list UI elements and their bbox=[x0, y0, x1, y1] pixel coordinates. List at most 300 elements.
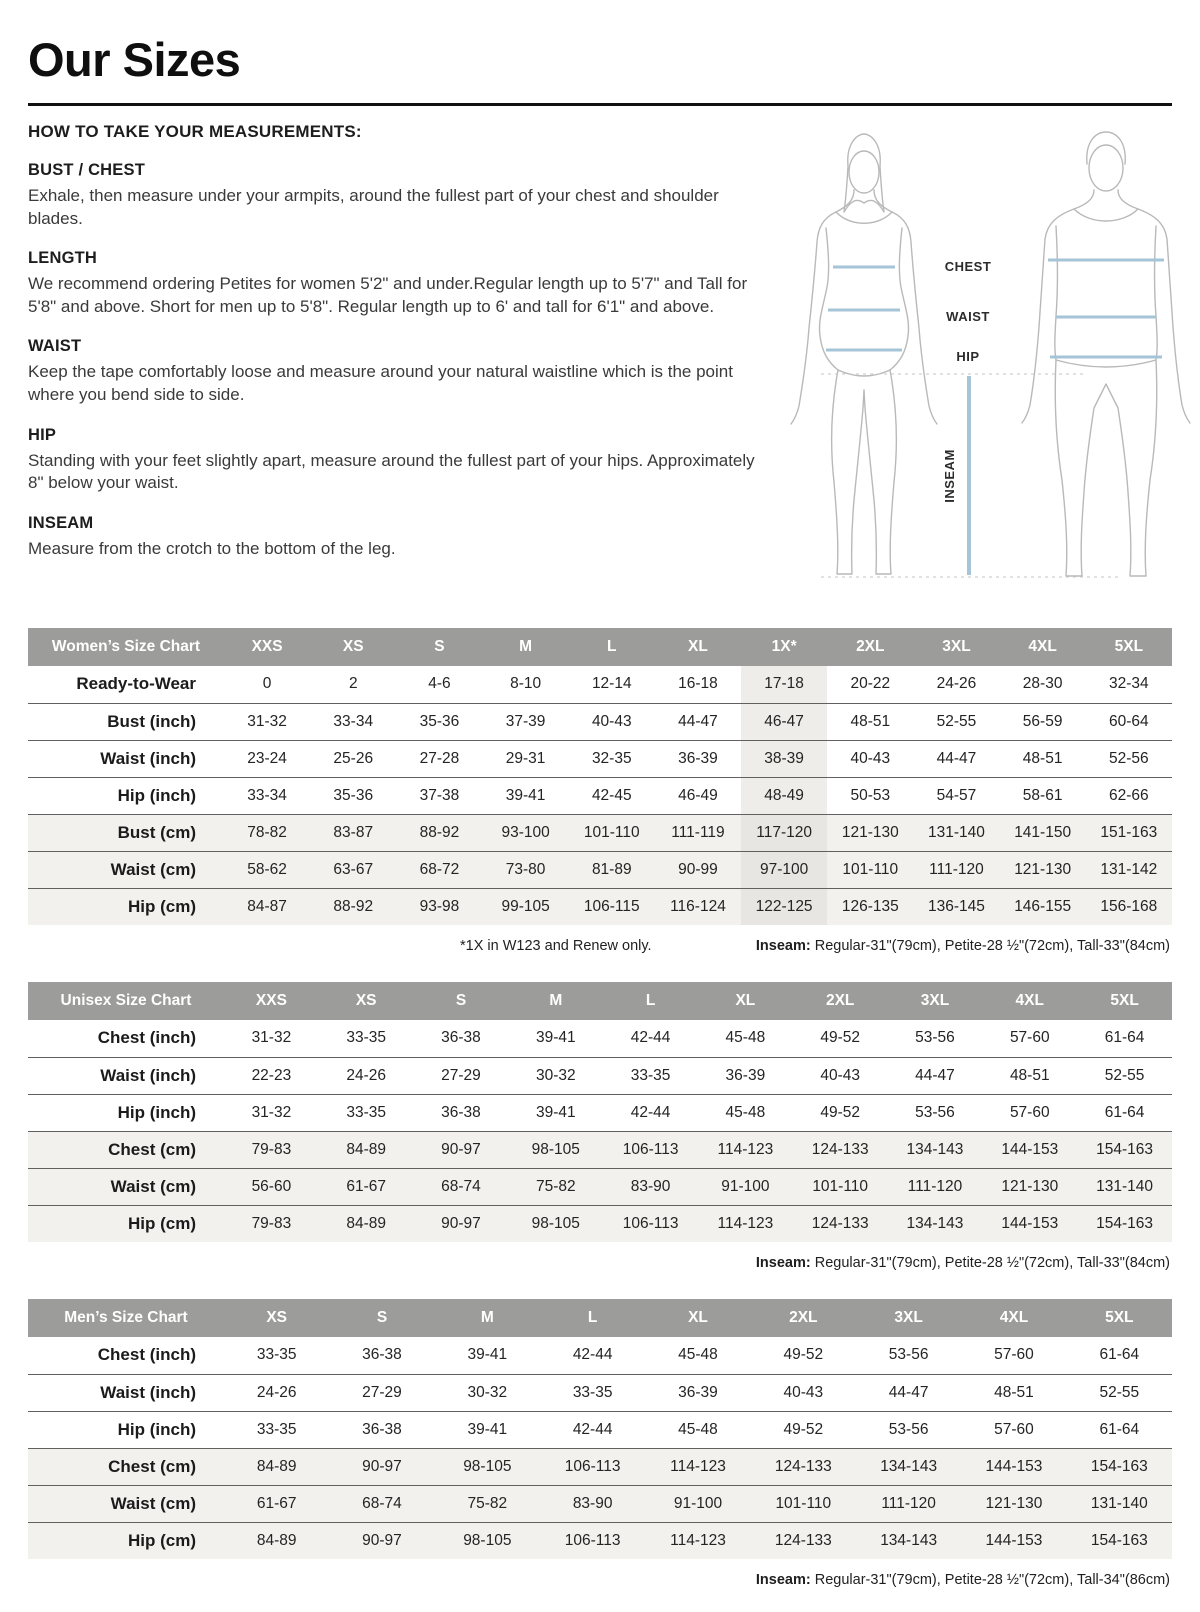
size-cell: 62-66 bbox=[1109, 786, 1149, 804]
row-label: Ready-to-Wear bbox=[76, 674, 196, 694]
size-cell: 33-35 bbox=[346, 1029, 387, 1047]
mens-size-chart bbox=[28, 1299, 1172, 1604]
size-cell: 88-92 bbox=[419, 823, 460, 841]
unisex-table-grid bbox=[28, 982, 1172, 1242]
unisex-inseam-note bbox=[756, 1255, 1170, 1271]
size-cell: 61-67 bbox=[256, 1494, 297, 1512]
size-cell: 121-130 bbox=[841, 823, 899, 841]
row-label: Bust (inch) bbox=[107, 711, 196, 731]
size-cell: 52-56 bbox=[1109, 749, 1149, 767]
size-cell: 36-39 bbox=[678, 749, 718, 767]
table-title: Women’s Size Chart bbox=[28, 628, 224, 666]
section-inseam bbox=[28, 514, 756, 561]
size-cell: 61-64 bbox=[1104, 1103, 1145, 1121]
size-cell: 111-120 bbox=[907, 1177, 963, 1195]
unisex-size-chart bbox=[28, 982, 1172, 1287]
measurement-lines bbox=[821, 260, 1164, 577]
size-cell: 124-133 bbox=[811, 1140, 869, 1158]
size-cell: 31-32 bbox=[251, 1029, 292, 1047]
size-cell: 78-82 bbox=[247, 823, 287, 841]
unisex-chart-notes bbox=[28, 1242, 1172, 1287]
row-label: Hip (inch) bbox=[117, 1419, 196, 1439]
size-cell: 90-97 bbox=[441, 1214, 481, 1232]
size-cell: 97-100 bbox=[741, 851, 827, 888]
size-cell: 106-113 bbox=[564, 1531, 621, 1549]
size-cell: 48-51 bbox=[1022, 749, 1063, 767]
size-cell: 57-60 bbox=[994, 1346, 1034, 1364]
size-cell: 48-51 bbox=[1009, 1066, 1050, 1084]
size-cell: 122-125 bbox=[741, 888, 827, 925]
table-row bbox=[28, 888, 1172, 925]
size-cell: 61-67 bbox=[346, 1177, 387, 1195]
size-column-header: M bbox=[483, 628, 569, 666]
row-label: Waist (inch) bbox=[100, 748, 196, 768]
section-text: Exhale, then measure under your armpits, around the fullest part of your chest and shoulder blades. bbox=[28, 186, 719, 228]
size-column-header: XS bbox=[224, 1299, 329, 1337]
size-cell: 156-168 bbox=[1100, 897, 1158, 915]
male-figure-outline bbox=[1022, 132, 1190, 576]
size-column-header: 2XL bbox=[751, 1299, 856, 1337]
size-column-header: 3XL bbox=[888, 982, 983, 1020]
size-cell: 44-47 bbox=[678, 712, 718, 730]
row-label: Hip (inch) bbox=[117, 1102, 196, 1122]
page-title: Our Sizes bbox=[28, 33, 241, 86]
table-row bbox=[28, 1337, 1172, 1374]
size-column-header: 4XL bbox=[961, 1299, 1066, 1337]
size-cell: 91-100 bbox=[721, 1177, 770, 1195]
section-title: BUST / CHEST bbox=[28, 161, 145, 179]
size-column-header: XL bbox=[698, 982, 793, 1020]
inseam-note-text: Regular-31"(79cm), Petite-28 ½"(72cm), Tall-33"(84cm) bbox=[810, 938, 1170, 954]
size-cell: 93-100 bbox=[501, 823, 550, 841]
row-label: Waist (cm) bbox=[110, 1176, 196, 1196]
size-cell: 141-150 bbox=[1014, 823, 1072, 841]
size-cell: 53-56 bbox=[915, 1103, 955, 1121]
size-cell: 83-90 bbox=[630, 1177, 671, 1195]
size-cell: 58-61 bbox=[1022, 786, 1063, 804]
size-cell: 111-119 bbox=[671, 823, 725, 841]
inseam-note-label: Inseam: bbox=[755, 938, 811, 954]
table-row bbox=[28, 666, 1172, 703]
row-label: Waist (cm) bbox=[110, 859, 196, 879]
size-cell: 29-31 bbox=[505, 749, 546, 767]
section-text: Standing with your feet slightly apart, measure around the fullest part of your hips. Approximately 8" below your waist. bbox=[28, 450, 755, 493]
size-cell: 42-44 bbox=[572, 1346, 613, 1364]
size-cell: 46-49 bbox=[678, 786, 718, 804]
size-cell: 144-153 bbox=[985, 1531, 1043, 1549]
table-row bbox=[28, 1522, 1172, 1559]
size-cell: 84-89 bbox=[346, 1140, 387, 1158]
size-cell: 90-97 bbox=[441, 1140, 481, 1158]
size-cell: 116-124 bbox=[670, 897, 726, 915]
size-cell: 32-35 bbox=[591, 749, 632, 767]
table-title: Men’s Size Chart bbox=[28, 1299, 224, 1337]
size-cell: 68-74 bbox=[441, 1177, 481, 1195]
size-cell: 68-74 bbox=[362, 1494, 402, 1512]
size-cell: 134-143 bbox=[906, 1140, 964, 1158]
size-cell: 73-80 bbox=[505, 860, 546, 878]
table-row bbox=[28, 851, 1172, 888]
size-cell: 131-142 bbox=[1100, 860, 1158, 878]
table-row bbox=[28, 814, 1172, 851]
size-cell: 144-153 bbox=[985, 1457, 1043, 1475]
size-column-header: 3XL bbox=[856, 1299, 961, 1337]
size-cell: 90-97 bbox=[362, 1457, 402, 1475]
size-cell: 114-123 bbox=[670, 1457, 726, 1475]
size-cell: 101-110 bbox=[842, 860, 899, 878]
size-cell: 24-26 bbox=[936, 675, 977, 693]
size-column-header: M bbox=[435, 1299, 540, 1337]
table-row bbox=[28, 740, 1172, 777]
mens-inseam-note bbox=[756, 1572, 1170, 1588]
size-column-header: XXS bbox=[224, 982, 319, 1020]
size-cell: 33-35 bbox=[630, 1066, 671, 1084]
size-cell: 106-115 bbox=[583, 897, 640, 915]
inseam-label: INSEAM bbox=[942, 449, 957, 503]
row-label: Chest (inch) bbox=[97, 1345, 196, 1365]
row-label: Chest (cm) bbox=[108, 1456, 196, 1476]
size-cell: 54-57 bbox=[936, 786, 977, 804]
size-cell: 68-72 bbox=[419, 860, 460, 878]
size-cell: 35-36 bbox=[419, 712, 460, 730]
womens-chart-notes bbox=[28, 925, 1172, 970]
table-row bbox=[28, 1020, 1172, 1057]
size-cell: 46-47 bbox=[741, 703, 827, 740]
row-label: Chest (inch) bbox=[97, 1028, 196, 1048]
size-cell: 83-90 bbox=[572, 1494, 613, 1512]
size-cell: 61-64 bbox=[1104, 1029, 1145, 1047]
size-column-header: S bbox=[329, 1299, 434, 1337]
table-row bbox=[28, 703, 1172, 740]
size-cell: 134-143 bbox=[906, 1214, 964, 1232]
size-cell: 39-41 bbox=[505, 786, 546, 804]
men-table-grid bbox=[28, 1299, 1172, 1559]
size-cell: 84-89 bbox=[346, 1214, 387, 1232]
size-cell: 8-10 bbox=[510, 675, 542, 693]
waist-label: WAIST bbox=[946, 309, 990, 324]
size-cell: 53-56 bbox=[888, 1420, 929, 1438]
size-cell: 12-14 bbox=[591, 675, 632, 693]
size-cell: 42-45 bbox=[591, 786, 632, 804]
row-label: Bust (cm) bbox=[117, 822, 196, 842]
inseam-note-label: Inseam: bbox=[755, 1572, 811, 1588]
section-text: Keep the tape comfortably loose and measure around your natural waistline which is the point where you bend side to side. bbox=[28, 362, 733, 405]
size-cell: 131-140 bbox=[928, 823, 985, 841]
section-title: WAIST bbox=[28, 337, 82, 356]
row-label: Waist (cm) bbox=[110, 1493, 196, 1513]
size-cell: 4-6 bbox=[428, 675, 451, 693]
size-cell: 48-49 bbox=[741, 777, 827, 814]
size-column-header: 5XL bbox=[1086, 628, 1172, 666]
size-cell: 126-135 bbox=[841, 897, 899, 915]
size-cell: 28-30 bbox=[1022, 675, 1063, 693]
title-divider bbox=[28, 103, 1172, 106]
size-cell: 56-59 bbox=[1022, 712, 1063, 730]
size-cell: 106-113 bbox=[622, 1214, 679, 1232]
size-cell: 101-110 bbox=[583, 823, 640, 841]
size-cell: 114-123 bbox=[670, 1531, 726, 1549]
inseam-note-label: Inseam: bbox=[755, 1255, 811, 1271]
size-cell: 144-153 bbox=[1001, 1140, 1059, 1158]
size-cell: 25-26 bbox=[333, 749, 374, 767]
size-column-header: S bbox=[396, 628, 482, 666]
size-cell: 61-64 bbox=[1099, 1346, 1140, 1364]
size-cell: 31-32 bbox=[247, 712, 287, 730]
size-cell: 60-64 bbox=[1109, 712, 1149, 730]
body-figures-illustration bbox=[776, 124, 1200, 616]
size-cell: 32-34 bbox=[1109, 675, 1149, 693]
size-cell: 36-38 bbox=[362, 1346, 402, 1364]
size-column-header: 5XL bbox=[1077, 982, 1172, 1020]
size-cell: 31-32 bbox=[251, 1103, 292, 1121]
size-cell: 81-89 bbox=[591, 860, 632, 878]
measurements-heading: HOW TO TAKE YOUR MEASUREMENTS: bbox=[28, 122, 362, 141]
female-figure-outline bbox=[791, 134, 937, 574]
size-column-header: XXS bbox=[224, 628, 310, 666]
size-cell: 124-133 bbox=[811, 1214, 869, 1232]
size-cell: 154-163 bbox=[1090, 1531, 1148, 1549]
size-column-header: 4XL bbox=[982, 982, 1077, 1020]
size-column-header: 3XL bbox=[913, 628, 999, 666]
intro-section bbox=[28, 122, 1172, 616]
table-row bbox=[28, 1485, 1172, 1522]
size-cell: 131-140 bbox=[1090, 1494, 1148, 1512]
size-cell: 151-163 bbox=[1100, 823, 1158, 841]
size-cell: 20-22 bbox=[850, 675, 891, 693]
table-row bbox=[28, 1374, 1172, 1411]
measurement-instructions bbox=[28, 122, 756, 560]
size-cell: 45-48 bbox=[678, 1420, 718, 1438]
size-cell: 88-92 bbox=[333, 897, 374, 915]
row-label: Hip (cm) bbox=[128, 1213, 196, 1233]
size-cell: 17-18 bbox=[741, 666, 827, 703]
mens-chart-notes bbox=[28, 1559, 1172, 1604]
size-column-header: L bbox=[540, 1299, 645, 1337]
table-row bbox=[28, 1057, 1172, 1094]
size-column-header: 4XL bbox=[1000, 628, 1086, 666]
size-cell: 63-67 bbox=[333, 860, 374, 878]
size-cell: 40-43 bbox=[820, 1066, 860, 1084]
size-cell: 84-89 bbox=[256, 1457, 297, 1475]
unisex-size-table bbox=[28, 982, 1172, 1242]
table-row bbox=[28, 1131, 1172, 1168]
row-label: Waist (inch) bbox=[100, 1382, 196, 1402]
women-table-grid bbox=[28, 628, 1172, 925]
size-cell: 58-62 bbox=[247, 860, 287, 878]
size-column-header: 2XL bbox=[827, 628, 913, 666]
mens-size-table bbox=[28, 1299, 1172, 1559]
size-cell: 53-56 bbox=[888, 1346, 929, 1364]
row-label: Hip (cm) bbox=[128, 896, 196, 916]
size-cell: 154-163 bbox=[1096, 1214, 1154, 1232]
size-cell: 44-47 bbox=[915, 1066, 955, 1084]
size-cell: 42-44 bbox=[630, 1103, 671, 1121]
size-column-header: XL bbox=[655, 628, 741, 666]
size-cell: 121-130 bbox=[1001, 1177, 1059, 1195]
size-cell: 42-44 bbox=[630, 1029, 671, 1047]
table-row bbox=[28, 777, 1172, 814]
size-cell: 24-26 bbox=[346, 1066, 387, 1084]
size-cell: 33-35 bbox=[346, 1103, 387, 1121]
size-cell: 114-123 bbox=[717, 1140, 774, 1158]
size-cell: 33-34 bbox=[333, 712, 374, 730]
size-cell: 53-56 bbox=[915, 1029, 955, 1047]
size-cell: 42-44 bbox=[572, 1420, 613, 1438]
size-cell: 61-64 bbox=[1099, 1420, 1140, 1438]
size-cell: 57-60 bbox=[1009, 1103, 1050, 1121]
size-cell: 99-105 bbox=[501, 897, 550, 915]
size-column-header: 2XL bbox=[793, 982, 888, 1020]
table-row bbox=[28, 1448, 1172, 1485]
womens-size-table bbox=[28, 628, 1172, 925]
size-cell: 57-60 bbox=[994, 1420, 1034, 1438]
size-cell: 106-113 bbox=[622, 1140, 679, 1158]
hip-label: HIP bbox=[956, 349, 980, 364]
size-cell: 121-130 bbox=[985, 1494, 1043, 1512]
row-label: Hip (cm) bbox=[128, 1530, 196, 1550]
size-cell: 75-82 bbox=[535, 1177, 576, 1195]
size-cell: 36-39 bbox=[725, 1066, 766, 1084]
size-cell: 45-48 bbox=[725, 1029, 766, 1047]
size-column-header: S bbox=[414, 982, 509, 1020]
section-bust-chest bbox=[28, 161, 756, 230]
size-cell: 27-28 bbox=[419, 749, 460, 767]
size-cell: 117-120 bbox=[741, 814, 827, 851]
size-cell: 33-35 bbox=[572, 1383, 613, 1401]
size-cell: 134-143 bbox=[880, 1457, 938, 1475]
size-cell: 52-55 bbox=[1099, 1383, 1140, 1401]
size-cell: 101-110 bbox=[775, 1494, 832, 1512]
row-label: Hip (inch) bbox=[117, 785, 196, 805]
size-cell: 0 bbox=[262, 675, 272, 693]
table-row bbox=[28, 1205, 1172, 1242]
size-cell: 27-29 bbox=[441, 1066, 481, 1084]
size-cell: 37-39 bbox=[505, 712, 546, 730]
size-cell: 24-26 bbox=[256, 1383, 297, 1401]
size-cell: 22-23 bbox=[251, 1066, 292, 1084]
table-title: Unisex Size Chart bbox=[28, 982, 224, 1020]
womens-size-chart bbox=[28, 628, 1172, 970]
size-cell: 111-120 bbox=[929, 860, 984, 878]
size-cell: 36-39 bbox=[678, 1383, 718, 1401]
size-cell: 44-47 bbox=[936, 749, 977, 767]
womens-inseam-note bbox=[756, 938, 1170, 954]
size-cell: 37-38 bbox=[419, 786, 460, 804]
size-cell: 33-34 bbox=[247, 786, 287, 804]
size-cell: 39-41 bbox=[535, 1103, 576, 1121]
size-cell: 45-48 bbox=[725, 1103, 766, 1121]
section-length bbox=[28, 249, 756, 318]
chest-label: CHEST bbox=[944, 259, 992, 274]
table-row bbox=[28, 1411, 1172, 1448]
size-cell: 2 bbox=[348, 675, 358, 693]
size-cell: 38-39 bbox=[741, 740, 827, 777]
size-cell: 146-155 bbox=[1014, 897, 1072, 915]
size-cell: 154-163 bbox=[1096, 1140, 1154, 1158]
size-cell: 56-60 bbox=[251, 1177, 292, 1195]
size-cell: 48-51 bbox=[994, 1383, 1034, 1401]
size-cell: 49-52 bbox=[783, 1420, 824, 1438]
size-cell: 136-145 bbox=[928, 897, 985, 915]
section-waist bbox=[28, 337, 756, 406]
size-cell: 79-83 bbox=[251, 1140, 292, 1158]
size-cell: 131-140 bbox=[1096, 1177, 1154, 1195]
size-cell: 33-35 bbox=[256, 1346, 297, 1364]
size-cell: 79-83 bbox=[251, 1214, 292, 1232]
size-cell: 75-82 bbox=[467, 1494, 508, 1512]
inseam-note-text: Regular-31"(79cm), Petite-28 ½"(72cm), Tall-33"(84cm) bbox=[810, 1255, 1170, 1271]
size-column-header: 5XL bbox=[1067, 1299, 1172, 1337]
size-column-header: M bbox=[508, 982, 603, 1020]
size-cell: 36-38 bbox=[441, 1103, 481, 1121]
size-cell: 114-123 bbox=[717, 1214, 774, 1232]
size-cell: 40-43 bbox=[591, 712, 632, 730]
size-cell: 84-87 bbox=[247, 897, 287, 915]
size-column-header: XL bbox=[645, 1299, 750, 1337]
size-cell: 49-52 bbox=[820, 1103, 860, 1121]
size-cell: 30-32 bbox=[467, 1383, 508, 1401]
size-cell: 36-38 bbox=[362, 1420, 402, 1438]
body-measurement-diagram bbox=[776, 124, 1200, 616]
size-cell: 90-97 bbox=[362, 1531, 402, 1549]
size-cell: 52-55 bbox=[936, 712, 977, 730]
size-cell: 98-105 bbox=[463, 1457, 512, 1475]
size-cell: 48-51 bbox=[850, 712, 891, 730]
size-cell: 35-36 bbox=[333, 786, 374, 804]
size-cell: 98-105 bbox=[531, 1214, 580, 1232]
size-cell: 45-48 bbox=[678, 1346, 718, 1364]
size-cell: 49-52 bbox=[783, 1346, 824, 1364]
size-cell: 44-47 bbox=[888, 1383, 929, 1401]
size-cell: 111-120 bbox=[881, 1494, 936, 1512]
size-cell: 40-43 bbox=[850, 749, 891, 767]
size-cell: 16-18 bbox=[678, 675, 718, 693]
size-cell: 52-55 bbox=[1104, 1066, 1145, 1084]
size-cell: 98-105 bbox=[463, 1531, 512, 1549]
size-cell: 83-87 bbox=[333, 823, 374, 841]
size-cell: 154-163 bbox=[1090, 1457, 1148, 1475]
size-column-header: L bbox=[603, 982, 698, 1020]
size-cell: 40-43 bbox=[783, 1383, 824, 1401]
row-label: Waist (inch) bbox=[100, 1065, 196, 1085]
size-cell: 57-60 bbox=[1009, 1029, 1050, 1047]
size-cell: 39-41 bbox=[535, 1029, 576, 1047]
size-cell: 39-41 bbox=[467, 1420, 508, 1438]
size-cell: 121-130 bbox=[1014, 860, 1072, 878]
size-cell: 30-32 bbox=[535, 1066, 576, 1084]
size-cell: 90-99 bbox=[678, 860, 718, 878]
size-cell: 101-110 bbox=[812, 1177, 869, 1195]
section-text: We recommend ordering Petites for women 5'2" and under.Regular length up to 5'7" and Tall for 5'8" and above. Short for men up to 5'8". Regular length up to 6' and tall for 6'1" and above. bbox=[28, 274, 748, 316]
footnote-1x: *1X in W123 and Renew only. bbox=[460, 938, 652, 954]
section-title: LENGTH bbox=[28, 249, 98, 268]
size-column-header: XS bbox=[319, 982, 414, 1020]
inseam-note-text: Regular-31"(79cm), Petite-28 ½"(72cm), Tall-34"(86cm) bbox=[810, 1572, 1170, 1588]
size-cell: 91-100 bbox=[673, 1494, 723, 1512]
size-cell: 93-98 bbox=[419, 897, 460, 915]
size-column-header: 1X* bbox=[741, 628, 827, 666]
section-hip bbox=[28, 426, 756, 495]
size-cell: 106-113 bbox=[564, 1457, 621, 1475]
table-row bbox=[28, 1168, 1172, 1205]
size-cell: 144-153 bbox=[1001, 1214, 1059, 1232]
size-column-header: XS bbox=[310, 628, 396, 666]
size-cell: 98-105 bbox=[531, 1140, 580, 1158]
row-label: Chest (cm) bbox=[108, 1139, 196, 1159]
size-cell: 23-24 bbox=[247, 749, 287, 767]
table-row bbox=[28, 1094, 1172, 1131]
size-cell: 124-133 bbox=[774, 1457, 832, 1475]
